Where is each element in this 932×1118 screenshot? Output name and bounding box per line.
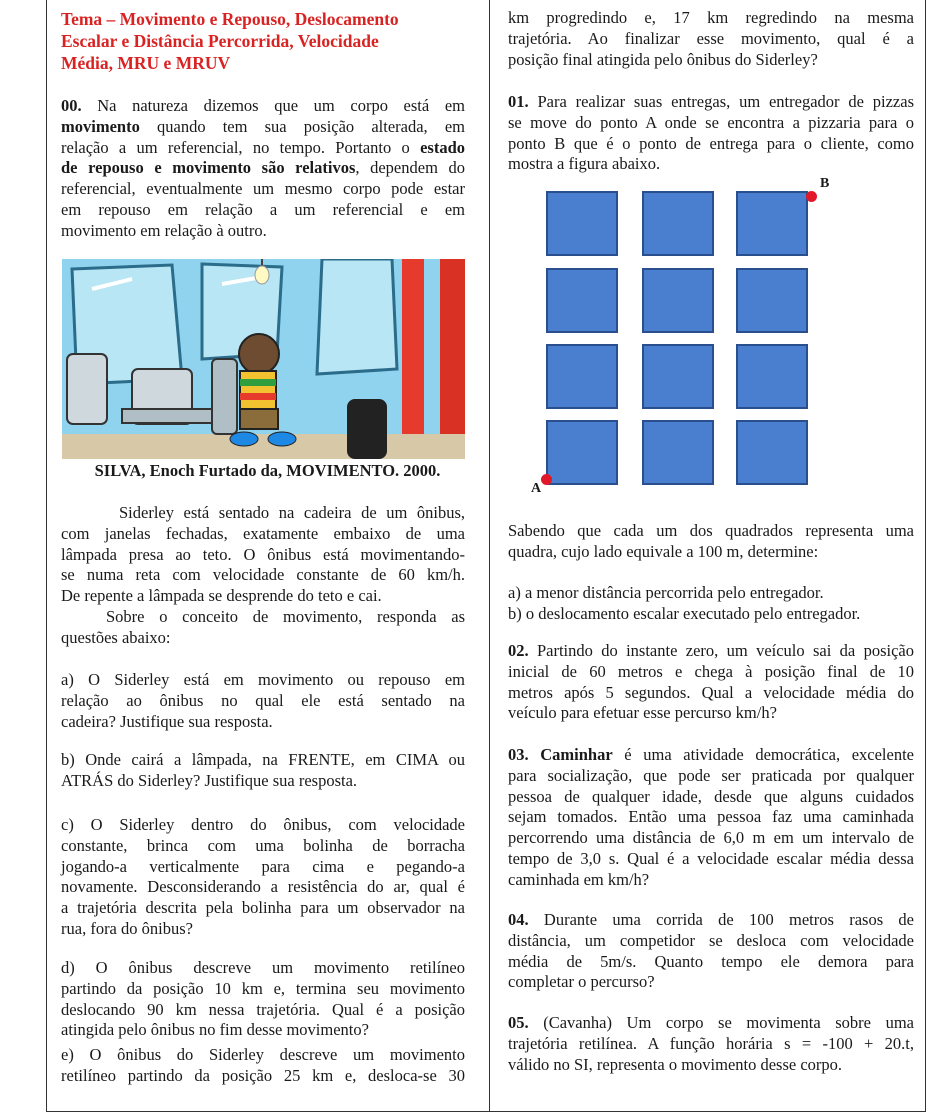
block-square bbox=[546, 420, 618, 485]
question-01-items: Sabendo que cada um dos quadrados representa uma quadra, cujo lado equivale a 100 m, determine: bbox=[508, 521, 914, 561]
question-a: a) O Siderley está em movimento ou repouso em relação ao ônibus no qual ele está sentado na cadeira? Justifique sua resposta. bbox=[61, 670, 465, 731]
block-square bbox=[736, 344, 808, 409]
question-c: c) O Siderley dentro do ônibus, com velocidade constante, brinca com uma bolinha de borracha jogando-a verticalmente para cima e pegando-a novamente. Desconsiderando a resistência do ar, qual é a trajetória descrita pela bolinha para um observador na rua, fora do ônibus? bbox=[61, 815, 465, 938]
title-line: Tema – Movimento e Repouso, Deslocamento bbox=[61, 9, 399, 29]
question-e: e) O ônibus do Siderley descreve um movimento retilíneo partindo da posição 25 km e, desloca-se 30 bbox=[61, 1045, 465, 1085]
question-e-continued: km progredindo e, 17 km regredindo na mesma trajetória. Ao finalizar esse movimento, qual é a posição final atingida pelo ônibus do Siderley? bbox=[508, 8, 914, 69]
boy-on-bus-image bbox=[62, 259, 465, 459]
question-02: 02. Partindo do instante zero, um veículo sai da posição inicial de 60 metros e chega à posição final de 10 metros após 5 segundos. Qual a velocidade média do veículo para efetuar esse percurso km/h? bbox=[508, 641, 914, 723]
point-b-marker bbox=[806, 191, 817, 202]
bus-illustration bbox=[62, 259, 465, 459]
question-01-subitems: a) a menor distância percorrida pelo entregador. b) o deslocamento escalar executado pelo entregador. bbox=[508, 583, 861, 623]
block-square bbox=[642, 344, 714, 409]
title-line: Média, MRU e MRUV bbox=[61, 53, 231, 73]
point-a-label: A bbox=[531, 481, 542, 496]
point-b-label: B bbox=[820, 176, 830, 191]
point-a-marker bbox=[541, 474, 552, 485]
intro-paragraph: 00. Na natureza dizemos que um corpo está em movimento quando tem sua posição alterada, em relação a um referencial, no tempo. Portanto o estado de repouso e movimento são relativos, dependem do referencial, eventualmente um mesmo corpo pode estar em repouso em relação a um referencial e em movimento em relação à outro. bbox=[61, 96, 466, 240]
block-square bbox=[546, 191, 618, 256]
block-square bbox=[546, 268, 618, 333]
question-01: 01. Para realizar suas entregas, um entregador de pizzas se move do ponto A onde se encontra a pizzaria para o ponto B que é o ponto de entrega para o cliente, como mostra a figura abaixo. bbox=[508, 92, 914, 174]
question-04: 04. Durante uma corrida de 100 metros rasos de distância, um competidor se desloca com velocidade média de 5m/s. Quanto tempo ele demora para completar o percurso? bbox=[508, 910, 914, 992]
column-divider bbox=[489, 0, 490, 1112]
block-square bbox=[736, 268, 808, 333]
question-b: b) Onde cairá a lâmpada, na FRENTE, em CIMA ou ATRÁS do Siderley? Justifique sua resposta. bbox=[61, 750, 465, 790]
city-blocks-figure bbox=[508, 168, 914, 513]
question-05: 05. (Cavanha) Um corpo se movimenta sobre uma trajetória retilínea. A função horária s = -100 + 20.t, válido no SI, representa o movimento desse corpo. bbox=[508, 1013, 914, 1074]
block-square bbox=[736, 420, 808, 485]
question-03: 03. Caminhar é uma atividade democrática, excelente para socialização, que pode ser praticada por qualquer pessoa de qualquer idade, desde que alguns cuidados sejam tomados. Então uma pessoa faz uma caminhada percorrendo uma distância de 6,0 m em um intervalo de tempo de 3,0 s. Qual é a velocidade escalar média dessa caminhada em km/h? bbox=[508, 745, 915, 889]
block-square bbox=[546, 344, 618, 409]
worksheet-title bbox=[61, 8, 465, 74]
title-line: Escalar e Distância Percorrida, Velocidade bbox=[61, 31, 379, 51]
figure-caption: SILVA, Enoch Furtado da, MOVIMENTO. 2000. bbox=[94, 461, 441, 480]
block-square bbox=[642, 420, 714, 485]
question-d: d) O ônibus descreve um movimento retilíneo partindo da posição 10 km e, termina seu movimento deslocando 90 km nessa trajetória. Qual é a posição atingida pelo ônibus no fim desse movimento? bbox=[61, 958, 465, 1040]
block-square bbox=[736, 191, 808, 256]
story-paragraph: Siderley está sentado na cadeira de um ônibus, com janelas fechadas, exatamente embaixo de uma lâmpada presa ao teto. O ônibus está movimentando- se numa reta com velocidade constante de 60 km/h. De repente a lâmpada se desprende do teto e cai. Sobre o conceito de movimento, responda as questões abaixo: bbox=[61, 503, 465, 647]
block-square bbox=[642, 268, 714, 333]
block-square bbox=[642, 191, 714, 256]
